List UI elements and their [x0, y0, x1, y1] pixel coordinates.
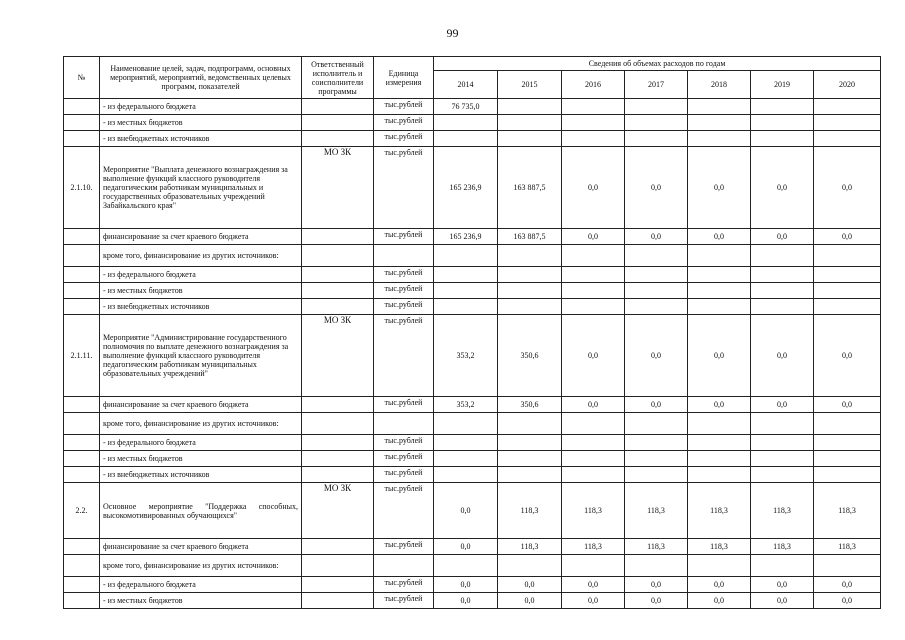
row-unit: тыс.рублей	[374, 483, 434, 539]
row-value	[562, 283, 625, 299]
row-value	[498, 99, 562, 115]
row-value	[498, 451, 562, 467]
row-value	[751, 283, 814, 299]
row-value	[498, 467, 562, 483]
row-value: 0,0	[562, 397, 625, 413]
row-number	[64, 435, 100, 451]
row-value: 0,0	[625, 147, 688, 229]
row-number	[64, 451, 100, 467]
row-value	[625, 451, 688, 467]
row-value: 118,3	[688, 483, 751, 539]
row-value	[751, 467, 814, 483]
row-value: 0,0	[751, 229, 814, 245]
row-value	[688, 99, 751, 115]
row-number	[64, 555, 100, 577]
row-value	[751, 131, 814, 147]
table-row	[64, 315, 881, 397]
row-value: 0,0	[434, 577, 498, 593]
row-value	[814, 267, 881, 283]
row-value	[688, 283, 751, 299]
row-value: 0,0	[751, 315, 814, 397]
row-value	[751, 299, 814, 315]
row-number: 2.1.10.	[64, 147, 100, 229]
row-value	[625, 267, 688, 283]
row-value	[562, 299, 625, 315]
row-number: 2.2.	[64, 483, 100, 539]
row-value: 0,0	[625, 397, 688, 413]
row-value	[751, 115, 814, 131]
row-value	[814, 299, 881, 315]
row-value: 118,3	[814, 483, 881, 539]
row-value: 118,3	[625, 483, 688, 539]
row-responsible	[302, 299, 374, 315]
row-unit: тыс.рублей	[374, 283, 434, 299]
row-number	[64, 467, 100, 483]
row-value: 165 236,9	[434, 147, 498, 229]
row-value: 0,0	[562, 229, 625, 245]
row-value: 0,0	[814, 577, 881, 593]
row-responsible	[302, 593, 374, 609]
row-responsible	[302, 397, 374, 413]
row-unit: тыс.рублей	[374, 593, 434, 609]
row-name: - из местных бюджетов	[100, 593, 302, 609]
table-row	[64, 593, 881, 609]
row-value	[562, 555, 625, 577]
row-responsible	[302, 267, 374, 283]
row-responsible	[302, 245, 374, 267]
row-unit: тыс.рублей	[374, 315, 434, 397]
row-unit: тыс.рублей	[374, 229, 434, 245]
row-responsible	[302, 467, 374, 483]
row-unit: тыс.рублей	[374, 467, 434, 483]
row-number	[64, 245, 100, 267]
row-value: 118,3	[751, 539, 814, 555]
row-value: 0,0	[562, 147, 625, 229]
header-year: 2015	[498, 71, 562, 99]
row-responsible	[302, 555, 374, 577]
table-row	[64, 147, 881, 229]
row-unit	[374, 555, 434, 577]
row-name: - из федерального бюджета	[100, 267, 302, 283]
row-value	[498, 245, 562, 267]
row-value: 118,3	[562, 539, 625, 555]
row-value: 163 887,5	[498, 147, 562, 229]
row-value: 0,0	[688, 147, 751, 229]
row-value: 353,2	[434, 397, 498, 413]
row-unit: тыс.рублей	[374, 435, 434, 451]
row-value: 76 735,0	[434, 99, 498, 115]
row-value: 0,0	[434, 483, 498, 539]
header-num: №	[64, 57, 100, 99]
row-responsible	[302, 229, 374, 245]
header-expenses: Сведения об объемах расходов по годам	[434, 57, 881, 71]
row-value: 118,3	[751, 483, 814, 539]
row-value: 0,0	[498, 577, 562, 593]
row-value	[434, 467, 498, 483]
table-row	[64, 539, 881, 555]
row-value: 0,0	[751, 147, 814, 229]
row-name: - из федерального бюджета	[100, 435, 302, 451]
row-value	[625, 467, 688, 483]
row-name: - из федерального бюджета	[100, 99, 302, 115]
row-number	[64, 577, 100, 593]
row-name: кроме того, финансирование из других источников:	[100, 555, 302, 577]
table-row	[64, 229, 881, 245]
row-unit: тыс.рублей	[374, 397, 434, 413]
budget-table	[63, 56, 881, 609]
row-value	[434, 413, 498, 435]
row-value	[688, 451, 751, 467]
row-number	[64, 593, 100, 609]
row-value	[498, 555, 562, 577]
row-unit: тыс.рублей	[374, 539, 434, 555]
header-year: 2014	[434, 71, 498, 99]
row-value	[688, 115, 751, 131]
row-value	[498, 413, 562, 435]
row-value	[688, 413, 751, 435]
table-row	[64, 245, 881, 267]
row-value	[625, 115, 688, 131]
table-row	[64, 115, 881, 131]
table-row	[64, 283, 881, 299]
row-value	[814, 131, 881, 147]
row-name: финансирование за счет краевого бюджета	[100, 397, 302, 413]
row-number	[64, 99, 100, 115]
table-row	[64, 555, 881, 577]
header-year: 2020	[814, 71, 881, 99]
header-year: 2018	[688, 71, 751, 99]
row-name: - из федерального бюджета	[100, 577, 302, 593]
row-name: Мероприятие "Администрирование государственного полномочия по выплате денежного вознаграждения за выполнение функций классного руководителя педагогическим работникам муниципальных образовательных учреждений"	[100, 315, 302, 397]
row-value: 0,0	[751, 577, 814, 593]
table-row	[64, 483, 881, 539]
row-value: 0,0	[688, 315, 751, 397]
row-value: 0,0	[688, 593, 751, 609]
row-value: 0,0	[562, 577, 625, 593]
row-name: - из внебюджетных источников	[100, 299, 302, 315]
row-value: 0,0	[688, 229, 751, 245]
row-unit	[374, 413, 434, 435]
table-row	[64, 413, 881, 435]
row-value	[688, 131, 751, 147]
row-value: 0,0	[751, 593, 814, 609]
header-responsible: Ответственный исполнитель и соисполнители программы	[302, 57, 374, 99]
row-unit: тыс.рублей	[374, 115, 434, 131]
row-value: 353,2	[434, 315, 498, 397]
row-value	[498, 435, 562, 451]
row-name: - из местных бюджетов	[100, 283, 302, 299]
row-number	[64, 299, 100, 315]
row-name: - из местных бюджетов	[100, 451, 302, 467]
row-name: финансирование за счет краевого бюджета	[100, 229, 302, 245]
table-row	[64, 131, 881, 147]
table-row	[64, 467, 881, 483]
row-value	[814, 99, 881, 115]
row-unit: тыс.рублей	[374, 577, 434, 593]
row-responsible: МО ЗК	[302, 147, 374, 229]
row-responsible	[302, 413, 374, 435]
row-name: кроме того, финансирование из других источников:	[100, 413, 302, 435]
row-value: 0,0	[434, 593, 498, 609]
row-value	[814, 245, 881, 267]
row-value	[434, 131, 498, 147]
row-value	[562, 267, 625, 283]
row-value	[434, 115, 498, 131]
row-value	[434, 451, 498, 467]
row-name: - из внебюджетных источников	[100, 131, 302, 147]
table-row	[64, 299, 881, 315]
row-value: 0,0	[688, 577, 751, 593]
row-value	[625, 299, 688, 315]
row-number	[64, 397, 100, 413]
row-name: финансирование за счет краевого бюджета	[100, 539, 302, 555]
row-value	[751, 555, 814, 577]
row-value	[814, 283, 881, 299]
page-number: 99	[446, 26, 459, 40]
row-value	[562, 245, 625, 267]
row-number	[64, 539, 100, 555]
row-responsible	[302, 435, 374, 451]
row-value: 0,0	[814, 229, 881, 245]
row-value: 0,0	[562, 593, 625, 609]
row-name: Основное мероприятие "Поддержка способных, высокомотивированных обучающихся"	[100, 483, 302, 539]
row-number: 2.1.11.	[64, 315, 100, 397]
row-responsible	[302, 131, 374, 147]
row-value: 0,0	[498, 593, 562, 609]
row-value	[688, 299, 751, 315]
row-value	[625, 283, 688, 299]
row-value	[625, 435, 688, 451]
header-name: Наименование целей, задач, подпрограмм, основных мероприятий, мероприятий, ведомственных целевых программ, показателей	[100, 57, 302, 99]
row-value: 350,6	[498, 315, 562, 397]
row-value	[562, 451, 625, 467]
row-number	[64, 413, 100, 435]
row-value	[814, 467, 881, 483]
row-value: 0,0	[625, 229, 688, 245]
row-value	[562, 467, 625, 483]
row-value: 350,6	[498, 397, 562, 413]
row-value	[625, 131, 688, 147]
row-value: 118,3	[625, 539, 688, 555]
row-value	[814, 555, 881, 577]
row-value: 0,0	[625, 593, 688, 609]
row-unit: тыс.рублей	[374, 147, 434, 229]
row-unit: тыс.рублей	[374, 131, 434, 147]
row-value	[751, 413, 814, 435]
row-value	[625, 99, 688, 115]
row-value	[814, 413, 881, 435]
row-number	[64, 229, 100, 245]
table-row	[64, 267, 881, 283]
row-value: 163 887,5	[498, 229, 562, 245]
header-year: 2017	[625, 71, 688, 99]
row-value: 0,0	[751, 397, 814, 413]
row-value	[751, 99, 814, 115]
row-number	[64, 115, 100, 131]
row-value: 118,3	[814, 539, 881, 555]
row-value: 0,0	[625, 315, 688, 397]
row-responsible	[302, 577, 374, 593]
row-unit	[374, 245, 434, 267]
row-value	[498, 299, 562, 315]
row-name: - из внебюджетных источников	[100, 467, 302, 483]
row-name: кроме того, финансирование из других источников:	[100, 245, 302, 267]
row-value	[751, 451, 814, 467]
row-value	[688, 555, 751, 577]
row-value: 118,3	[498, 539, 562, 555]
row-value: 0,0	[814, 593, 881, 609]
header-unit: Единица измерения	[374, 57, 434, 99]
row-value	[434, 267, 498, 283]
row-unit: тыс.рублей	[374, 299, 434, 315]
row-responsible	[302, 539, 374, 555]
row-value	[625, 245, 688, 267]
row-responsible	[302, 451, 374, 467]
row-value	[625, 555, 688, 577]
row-value	[562, 131, 625, 147]
row-number	[64, 283, 100, 299]
row-value	[562, 99, 625, 115]
row-unit: тыс.рублей	[374, 451, 434, 467]
row-value	[434, 283, 498, 299]
row-value	[498, 131, 562, 147]
table-row	[64, 397, 881, 413]
row-value	[562, 413, 625, 435]
row-value: 0,0	[814, 147, 881, 229]
row-value: 0,0	[814, 315, 881, 397]
row-value	[562, 435, 625, 451]
row-value: 0,0	[688, 397, 751, 413]
row-value	[751, 245, 814, 267]
row-responsible: МО ЗК	[302, 315, 374, 397]
row-value: 0,0	[562, 315, 625, 397]
row-value: 0,0	[434, 539, 498, 555]
header-year: 2019	[751, 71, 814, 99]
row-name: Мероприятие "Выплата денежного вознаграждения за выполнение функций классного руководителя педагогическим работникам муниципальных и государственных образовательных учреждений Забайкальского края"	[100, 147, 302, 229]
row-value	[498, 267, 562, 283]
row-value	[562, 115, 625, 131]
header-year: 2016	[562, 71, 625, 99]
table-row	[64, 99, 881, 115]
row-value	[434, 435, 498, 451]
row-value	[434, 299, 498, 315]
row-value	[688, 435, 751, 451]
row-value	[434, 245, 498, 267]
row-unit: тыс.рублей	[374, 267, 434, 283]
row-value	[625, 413, 688, 435]
row-value	[688, 467, 751, 483]
row-value	[688, 267, 751, 283]
row-value: 0,0	[814, 397, 881, 413]
row-responsible	[302, 115, 374, 131]
row-value	[814, 435, 881, 451]
row-value	[814, 115, 881, 131]
row-value: 118,3	[498, 483, 562, 539]
row-responsible	[302, 283, 374, 299]
row-responsible: МО ЗК	[302, 483, 374, 539]
row-value	[498, 283, 562, 299]
table-row	[64, 577, 881, 593]
row-number	[64, 267, 100, 283]
row-name: - из местных бюджетов	[100, 115, 302, 131]
row-value: 118,3	[688, 539, 751, 555]
row-value: 165 236,9	[434, 229, 498, 245]
table-row	[64, 435, 881, 451]
row-responsible	[302, 99, 374, 115]
row-value	[751, 267, 814, 283]
row-unit: тыс.рублей	[374, 99, 434, 115]
row-value	[498, 115, 562, 131]
row-value: 0,0	[625, 577, 688, 593]
row-value	[688, 245, 751, 267]
row-number	[64, 131, 100, 147]
row-value	[814, 451, 881, 467]
table-row	[64, 451, 881, 467]
row-value	[751, 435, 814, 451]
row-value	[434, 555, 498, 577]
row-value: 118,3	[562, 483, 625, 539]
